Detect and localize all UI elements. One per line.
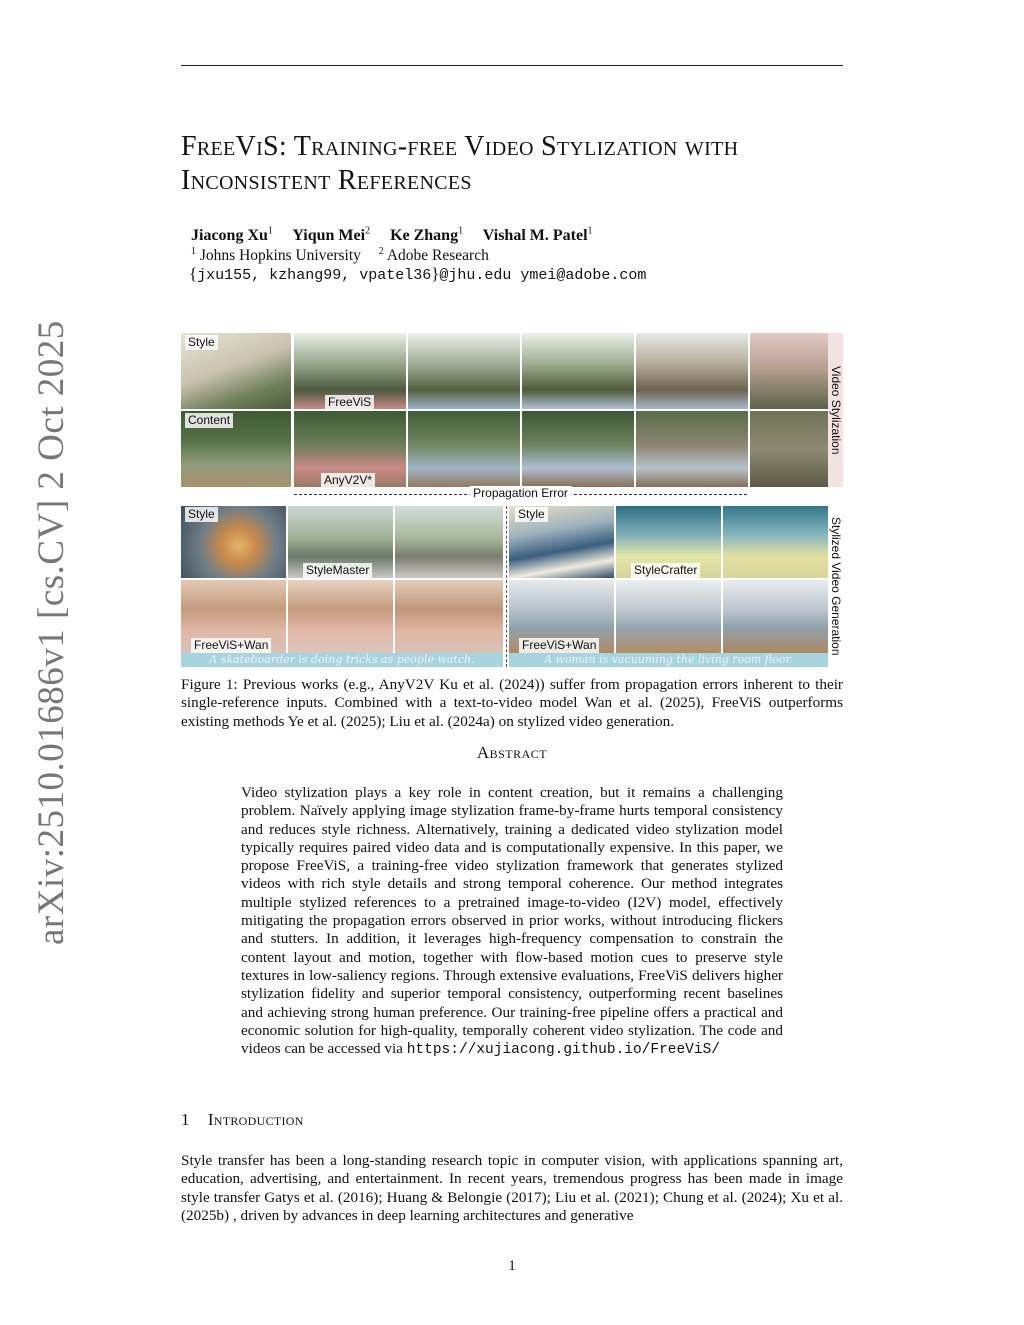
arxiv-stamp: arXiv:2510.01686v1 [cs.CV] 2 Oct 2025 xyxy=(31,320,72,945)
freevis-wan-label: FreeViS+Wan xyxy=(191,638,271,653)
freevis-wan-frame xyxy=(616,580,721,653)
freevis-wan-frame xyxy=(723,580,828,653)
section-heading: 1 Introduction xyxy=(181,1110,304,1129)
propagation-error-label: Propagation Error xyxy=(469,486,572,500)
freevis-label: FreeViS xyxy=(325,395,374,410)
freevis-frame xyxy=(750,333,828,409)
abstract-body: Video stylization plays a key role in content creation, but it remains a challenging problem. Naïvely applying image stylization frame-by-frame hurts temporal consistency and reduces style richness. Alternatively, training a dedicated video stylization model typically requires paired video data and is computationally expensive. In this paper, we propose FreeViS, a training-free video stylization framework that generates stylized videos with rich style details and strong temporal coherence. Our method integrates multiple stylized references to a pretrained image-to-video (I2V) model, effectively mitigating the propagation errors observed in prior works, without introducing flickers and stutters. In addition, it leverages high-frequency compensation to constrain the content layout and motion, together with flow-based motion cues to preserve style textures in low-saliency regions. Through extensive evaluations, FreeViS delivers higher stylization fidelity and superior temporal consistency, outperforming recent baselines and achieving strong human preference. Our training-free pipeline offers a practical and economic solution for high-quality, temporally coherent video stylization. The code and videos can be accessed via https://xujiacong.github.io/FreeViS/ xyxy=(241,784,783,1059)
page-number: 1 xyxy=(508,1258,516,1274)
freevis-wan-label: FreeViS+Wan xyxy=(519,638,599,653)
author-emails: {jxu155, kzhang99, vpatel36}@jhu.edu ymei@adobe.com xyxy=(189,264,647,284)
paper-title: FreeViS: Training-free Video Stylization with Inconsistent References xyxy=(181,131,739,196)
propagation-error-bracket xyxy=(294,488,747,498)
figure-divider xyxy=(506,506,507,667)
style-label: Style xyxy=(515,507,548,522)
style-label: Style xyxy=(185,335,218,350)
stylemaster-label: StyleMaster xyxy=(303,563,372,578)
code-url-link[interactable]: https://xujiacong.github.io/FreeViS/ xyxy=(406,1042,720,1059)
freevis-frame xyxy=(408,333,520,409)
stylized-video-generation-label: Stylized Video Generation xyxy=(829,517,843,656)
prompt-left: A skateboarder is doing tricks as people watch. xyxy=(181,653,503,667)
freevis-frame xyxy=(636,333,748,409)
figure-caption: Figure 1: Previous works (e.g., AnyV2V Ku et al. (2024)) suffer from propagation errors inherent to their single-reference inputs. Combined with a text-to-video model Wan et al. (2025), FreeViS outperforms existing methods Ye et al. (2025); Liu et al. (2024a) on stylized video generation. xyxy=(181,676,843,730)
stylemaster-frame xyxy=(395,506,503,578)
style-label: Style xyxy=(185,507,218,522)
anyv2v-frame xyxy=(750,411,828,487)
freevis-wan-frame xyxy=(395,580,503,653)
anyv2v-label: AnyV2V* xyxy=(321,473,375,488)
affiliation: $^2$ Adobe Research xyxy=(378,246,489,265)
author: Yiqun Mei$^2$ xyxy=(292,226,371,245)
teaser-figure xyxy=(181,333,843,667)
top-rule xyxy=(181,65,843,66)
introduction-text: Style transfer has been a long-standing research topic in computer vision, with applications spanning art, education, advertising, and entertainment. In recent years, tremendous progress has been made in image style transfer Gatys et al. (2016); Huang & Belongie (2017); Liu et al. (2021); Chung et al. (2024); Xu et al. (2025b) , driven by advances in deep learning architectures and generative xyxy=(181,1152,843,1225)
freevis-frame xyxy=(522,333,634,409)
anyv2v-frame xyxy=(636,411,748,487)
author: Jiacong Xu$^1$ xyxy=(191,226,273,245)
author: Ke Zhang$^1$ xyxy=(390,226,464,245)
stylecrafter-frame xyxy=(723,506,828,578)
abstract-heading: Abstract xyxy=(476,743,548,762)
anyv2v-frame xyxy=(408,411,520,487)
content-label: Content xyxy=(185,413,233,428)
anyv2v-frame xyxy=(522,411,634,487)
prompt-right: A woman is vacuuming the living room floor. xyxy=(509,653,828,667)
affiliation: $^1$ Johns Hopkins University xyxy=(191,246,361,265)
author: Vishal M. Patel$^1$ xyxy=(482,226,593,245)
freevis-wan-frame xyxy=(288,580,393,653)
author-list xyxy=(191,226,609,245)
stylecrafter-label: StyleCrafter xyxy=(631,563,700,578)
affiliations xyxy=(191,246,489,265)
video-stylization-label: Video Stylization xyxy=(828,333,843,487)
